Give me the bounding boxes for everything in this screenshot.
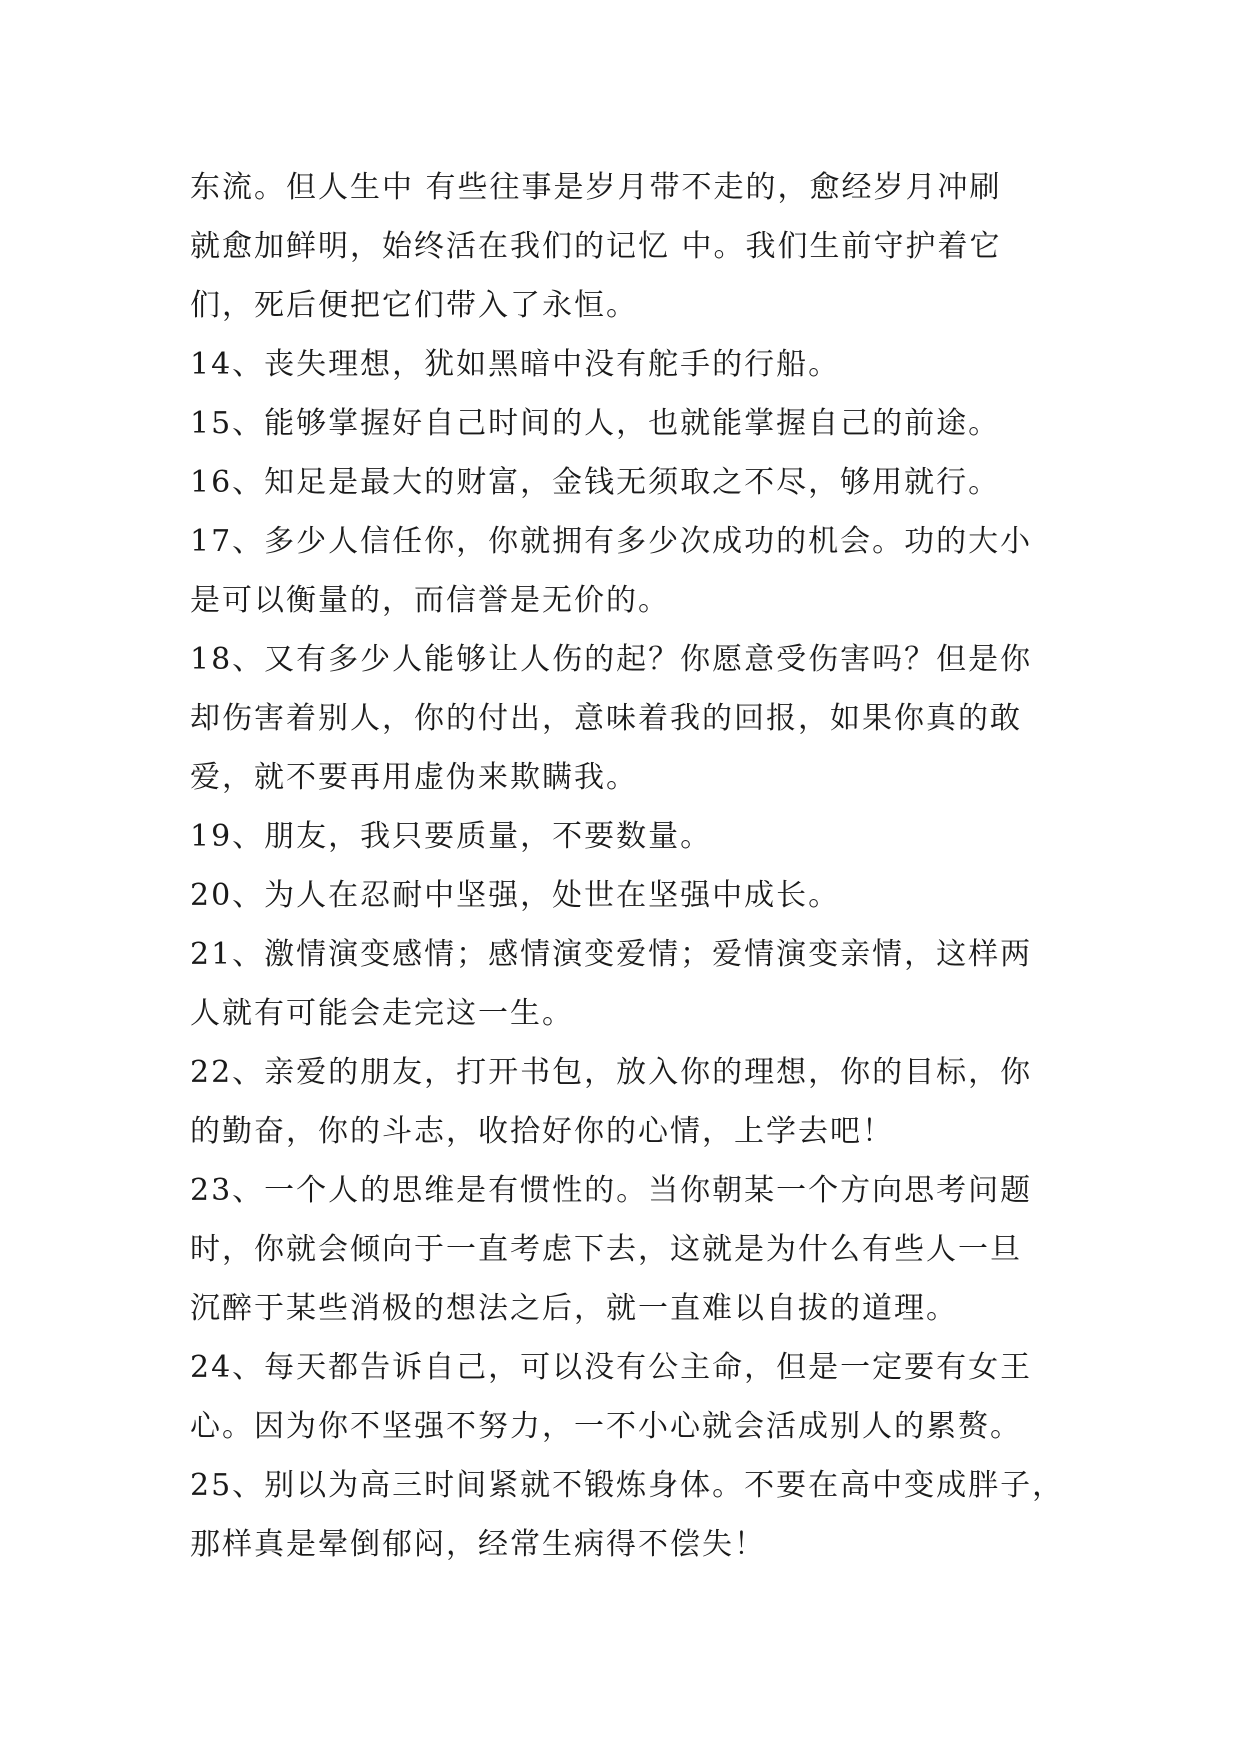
text-line: 21、激情演变感情；感情演变爱情；爱情演变亲情，这样两 xyxy=(190,937,1033,972)
text-line: 的勤奋，你的斗志，收拾好你的心情，上学去吧！ xyxy=(190,1114,894,1149)
text-line: 时，你就会倾向于一直考虑下去，这就是为什么有些人一旦 xyxy=(190,1232,1022,1267)
text-line: 是可以衡量的，而信誉是无价的。 xyxy=(190,583,670,618)
text-line: 24、每天都告诉自己，可以没有公主命，但是一定要有女王 xyxy=(190,1350,1033,1385)
document-body xyxy=(190,158,1070,1574)
text-line: 17、多少人信任你，你就拥有多少次成功的机会。功的大小 xyxy=(190,524,1033,559)
text-line: 25、别以为高三时间紧就不锻炼身体。不要在高中变成胖子， xyxy=(190,1468,1065,1503)
text-line: 沉醉于某些消极的想法之后，就一直难以自拔的道理。 xyxy=(190,1291,958,1326)
text-line: 心。因为你不坚强不努力，一不小心就会活成别人的累赘。 xyxy=(190,1409,1022,1444)
text-line: 15、能够掌握好自己时间的人，也就能掌握自己的前途。 xyxy=(190,406,1001,441)
text-line: 爱，就不要再用虚伪来欺瞒我。 xyxy=(190,760,638,795)
text-line: 人就有可能会走完这一生。 xyxy=(190,996,574,1031)
text-line: 14、丧失理想，犹如黑暗中没有舵手的行船。 xyxy=(190,347,841,382)
text-line: 19、朋友，我只要质量，不要数量。 xyxy=(190,819,713,854)
text-line: 那样真是晕倒郁闷，经常生病得不偿失！ xyxy=(190,1527,766,1562)
text-line: 16、知足是最大的财富，金钱无须取之不尽，够用就行。 xyxy=(190,465,1001,500)
text-line: 20、为人在忍耐中坚强，处世在坚强中成长。 xyxy=(190,878,841,913)
text-line: 22、亲爱的朋友，打开书包，放入你的理想，你的目标，你 xyxy=(190,1055,1033,1090)
text-line: 东流。但人生中 有些往事是岁月带不走的，愈经岁月冲刷 xyxy=(190,170,1002,205)
text-line: 就愈加鲜明，始终活在我们的记忆 中。我们生前守护着它 xyxy=(190,229,1002,264)
text-line: 18、又有多少人能够让人伤的起？你愿意受伤害吗？但是你 xyxy=(190,642,1033,677)
text-line: 却伤害着别人，你的付出，意味着我的回报，如果你真的敢 xyxy=(190,701,1022,736)
text-line: 23、一个人的思维是有惯性的。当你朝某一个方向思考问题 xyxy=(190,1173,1033,1208)
text-line: 们，死后便把它们带入了永恒。 xyxy=(190,288,638,323)
